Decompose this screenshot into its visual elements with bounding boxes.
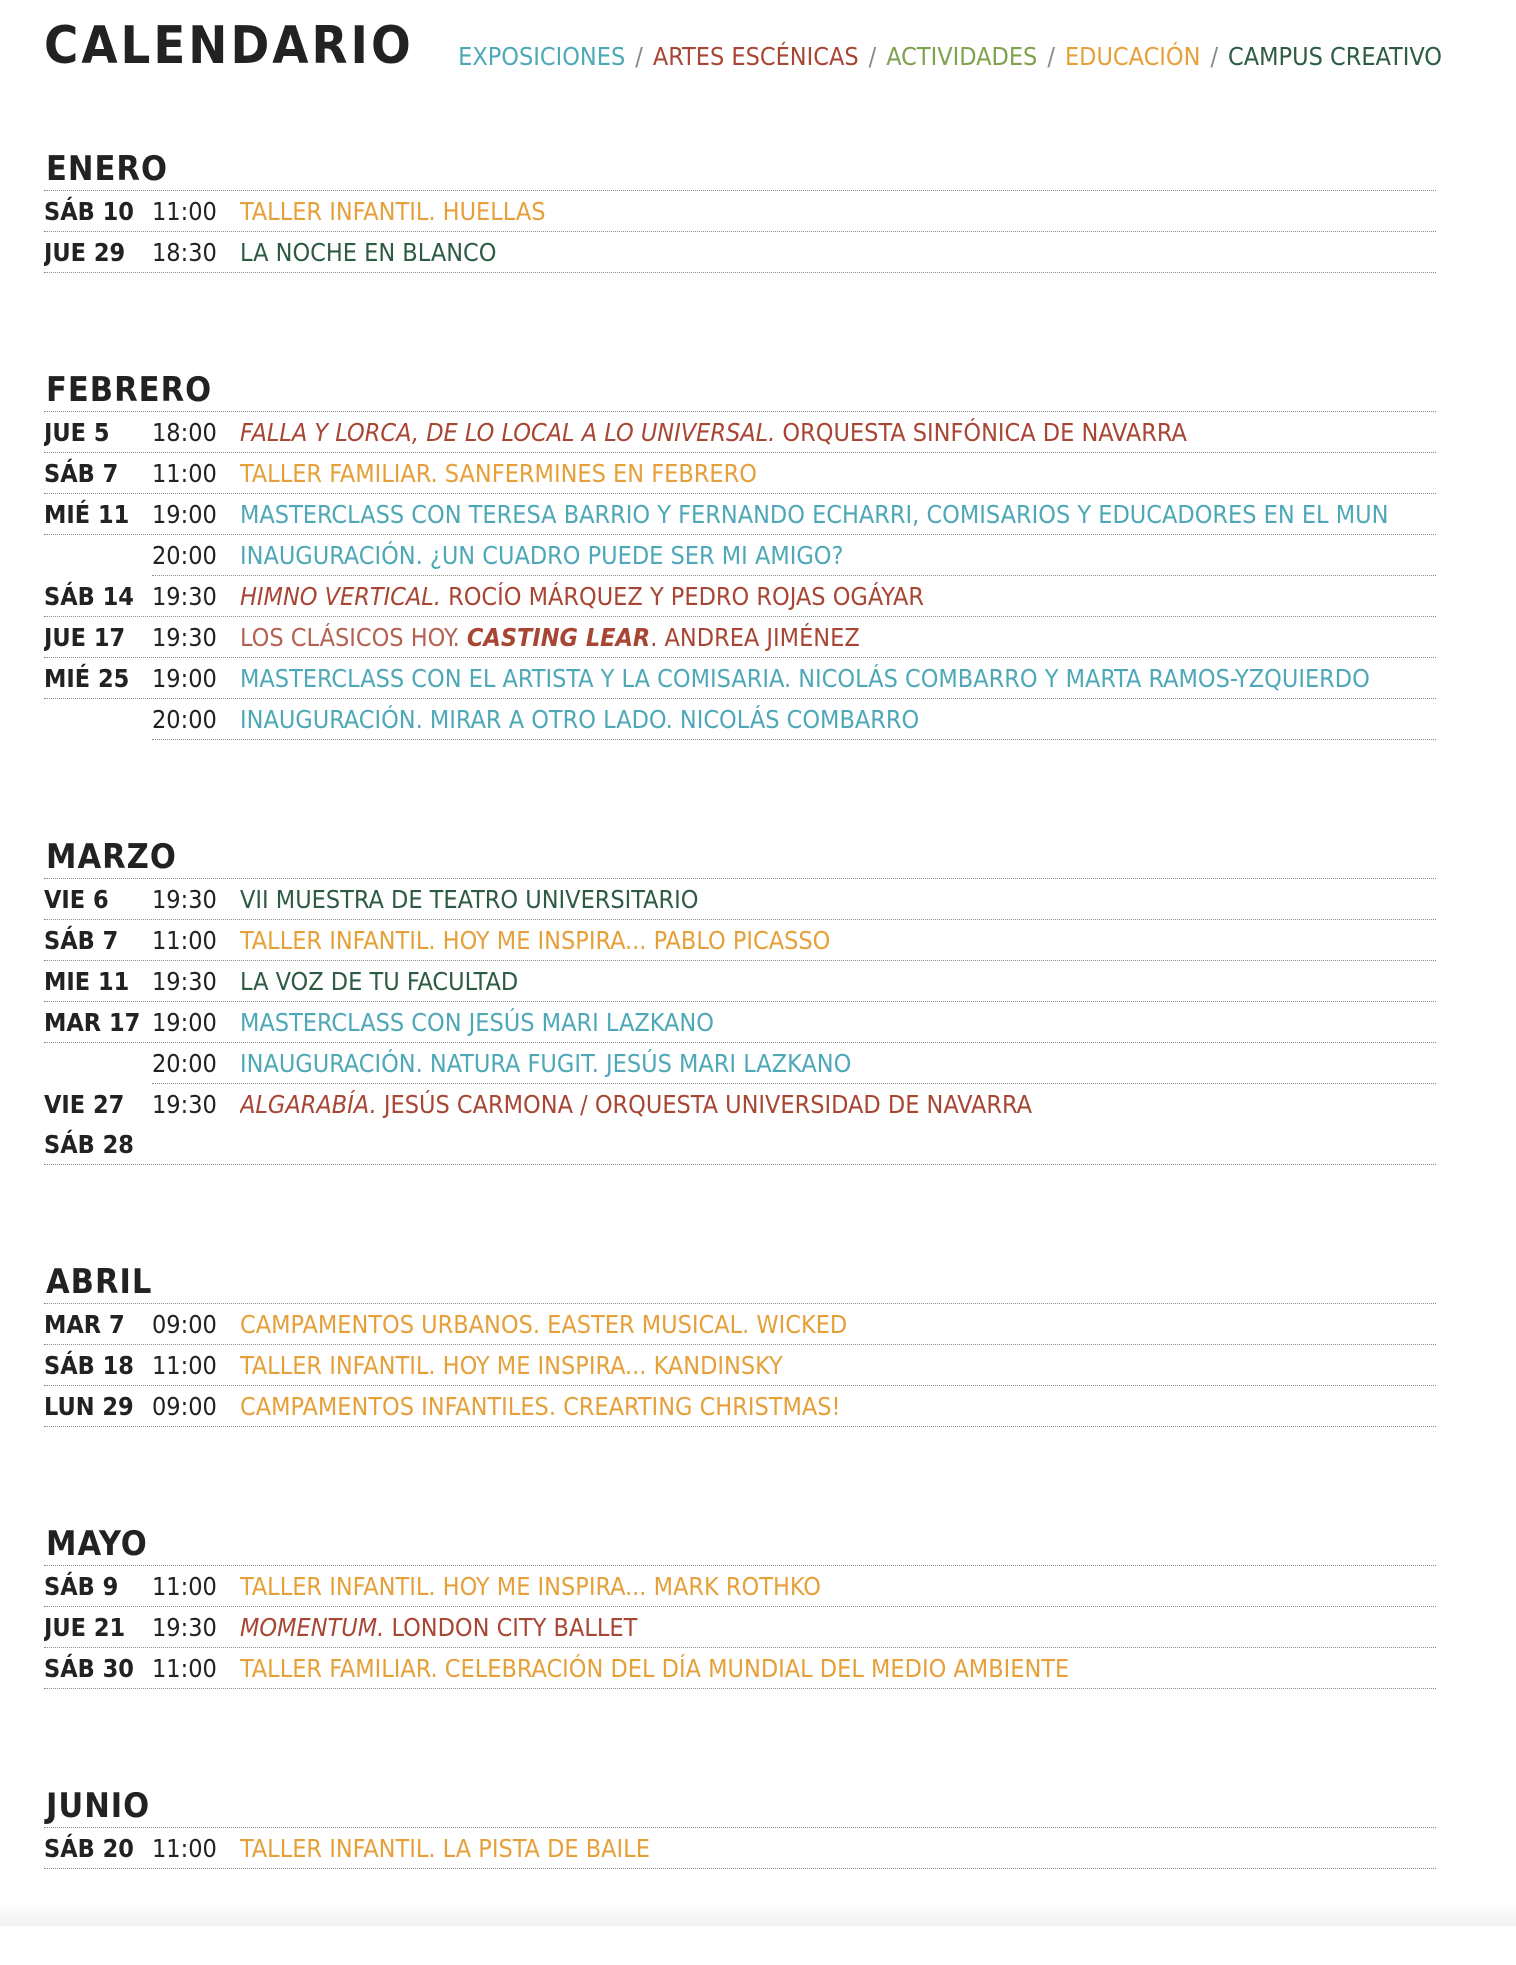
event-title-part: MOMENTUM. <box>240 1612 385 1642</box>
event-title[interactable] <box>240 1049 1436 1078</box>
event-time: 19:00 <box>152 663 217 693</box>
event-title[interactable] <box>240 1310 1436 1339</box>
event-title[interactable] <box>240 664 1436 693</box>
event-title-part: CAMPAMENTOS URBANOS. EASTER MUSICAL. WICKED <box>240 1309 848 1339</box>
event-day: JUE 29 <box>44 237 126 267</box>
month-title: ABRIL <box>44 1261 1436 1304</box>
event-title-part: INAUGURACIÓN. ¿UN CUADRO PUEDE SER MI AMIGO? <box>240 540 844 570</box>
event-day: SÁB 18 <box>44 1350 134 1380</box>
month-section <box>44 836 1436 1165</box>
event-day: VIE 6 <box>44 884 109 914</box>
event-time: 19:30 <box>152 622 217 652</box>
event-row <box>44 1002 1436 1043</box>
event-day: SÁB 14 <box>44 581 134 611</box>
event-row <box>44 1304 1436 1345</box>
event-time: 19:30 <box>152 884 217 914</box>
event-title[interactable] <box>240 582 1436 611</box>
legend-item-exposiciones[interactable]: EXPOSICIONES <box>458 42 626 71</box>
event-day: SÁB 9 <box>44 1571 119 1601</box>
event-row <box>44 961 1436 1002</box>
event-title[interactable] <box>240 500 1436 529</box>
event-time: 11:00 <box>152 925 217 955</box>
bottom-shade <box>0 1902 1516 1926</box>
event-row <box>44 494 1436 535</box>
event-time: 11:00 <box>152 196 217 226</box>
event-title[interactable] <box>240 1392 1436 1421</box>
event-title-part: TALLER INFANTIL. HOY ME INSPIRA... KANDINSKY <box>240 1350 783 1380</box>
event-title[interactable] <box>240 623 1436 652</box>
event-title-part: LOS CLÁSICOS HOY. <box>240 622 467 652</box>
month-section <box>44 148 1436 273</box>
month-section <box>44 369 1436 740</box>
legend-separator: / <box>635 42 643 71</box>
event-title-part: LONDON CITY BALLET <box>384 1612 638 1642</box>
event-time: 09:00 <box>152 1391 217 1421</box>
event-time: 11:00 <box>152 1571 217 1601</box>
event-title[interactable] <box>240 1613 1436 1642</box>
event-time: 19:30 <box>152 966 217 996</box>
event-title[interactable] <box>240 238 1436 267</box>
event-title[interactable] <box>240 1351 1436 1380</box>
calendar-list <box>44 148 1436 1965</box>
event-day: VIE 27 <box>44 1089 125 1119</box>
event-title-part: ROCÍO MÁRQUEZ Y PEDRO ROJAS OGÁYAR <box>440 581 925 611</box>
event-time: 19:30 <box>152 1089 217 1119</box>
event-time: 11:00 <box>152 1653 217 1683</box>
event-day: LUN 29 <box>44 1391 134 1421</box>
event-title-part: MASTERCLASS CON JESÚS MARI LAZKANO <box>240 1007 714 1037</box>
event-time: 19:30 <box>152 1612 217 1642</box>
event-title-part: TALLER FAMILIAR. SANFERMINES EN FEBRERO <box>240 458 757 488</box>
event-day: MAR 17 <box>44 1007 141 1037</box>
event-row <box>44 879 1436 920</box>
event-title-part: FALLA Y LORCA, DE LO LOCAL A LO UNIVERSAL. <box>240 417 776 447</box>
event-row <box>44 191 1436 232</box>
legend-separator: / <box>868 42 877 71</box>
event-title[interactable] <box>240 197 1436 226</box>
event-time: 11:00 <box>152 1350 217 1380</box>
month-section <box>44 1523 1436 1689</box>
month-title: ENERO <box>44 148 1436 191</box>
event-title[interactable] <box>240 1572 1436 1601</box>
event-row <box>44 1084 1436 1124</box>
event-day: SÁB 7 <box>44 458 119 488</box>
event-title-part: INAUGURACIÓN. NATURA FUGIT. JESÚS MARI LAZKANO <box>240 1048 852 1078</box>
event-row <box>44 576 1436 617</box>
event-day: SÁB 7 <box>44 925 119 955</box>
event-day: JUE 5 <box>44 417 110 447</box>
event-time: 11:00 <box>152 458 217 488</box>
event-row <box>44 1566 1436 1607</box>
event-title-part: TALLER FAMILIAR. CELEBRACIÓN DEL DÍA MUNDIAL DEL MEDIO AMBIENTE <box>240 1653 1070 1683</box>
page-title: CALENDARIO <box>44 16 414 76</box>
event-time: 18:30 <box>152 237 217 267</box>
event-title-part: TALLER INFANTIL. LA PISTA DE BAILE <box>240 1833 650 1863</box>
event-row <box>44 412 1436 453</box>
category-legend <box>458 40 1442 74</box>
event-title-part: CASTING LEAR <box>466 622 651 652</box>
event-title-part: TALLER INFANTIL. HOY ME INSPIRA... PABLO PICASSO <box>240 925 831 955</box>
event-title[interactable] <box>240 1008 1436 1037</box>
event-title[interactable] <box>240 1090 1436 1119</box>
event-row <box>44 920 1436 961</box>
event-title[interactable] <box>240 967 1436 996</box>
event-row <box>44 617 1436 658</box>
event-title-part: MASTERCLASS CON EL ARTISTA Y LA COMISARIA. NICOLÁS COMBARRO Y MARTA RAMOS-YZQUIERDO <box>240 663 1370 693</box>
month-section <box>44 1261 1436 1427</box>
event-title-part: VII MUESTRA DE TEATRO UNIVERSITARIO <box>240 884 699 914</box>
event-row <box>44 1345 1436 1386</box>
event-time: 19:00 <box>152 1007 217 1037</box>
event-row <box>44 1386 1436 1427</box>
event-time: 20:00 <box>152 704 217 734</box>
legend-item-actividades[interactable]: ACTIVIDADES <box>886 42 1038 71</box>
event-row <box>44 658 1436 699</box>
event-row <box>152 535 1436 576</box>
event-day: MIE 11 <box>44 966 130 996</box>
legend-item-campus[interactable]: CAMPUS CREATIVO <box>1228 42 1442 71</box>
event-title[interactable] <box>240 541 1436 570</box>
event-row <box>44 232 1436 273</box>
event-time: 20:00 <box>152 540 217 570</box>
legend-item-artes[interactable]: ARTES ESCÉNICAS <box>652 42 859 71</box>
event-row <box>44 1124 1436 1165</box>
event-row <box>44 453 1436 494</box>
event-day: MIÉ 25 <box>44 663 130 693</box>
legend-separator: / <box>1210 42 1219 71</box>
event-day: JUE 17 <box>44 622 126 652</box>
event-day: SÁB 10 <box>44 196 134 226</box>
event-title[interactable] <box>240 926 1436 955</box>
event-day: SÁB 20 <box>44 1833 134 1863</box>
event-row <box>44 1828 1436 1869</box>
event-title-part: TALLER INFANTIL. HOY ME INSPIRA... MARK ROTHKO <box>240 1571 821 1601</box>
event-title-part: MASTERCLASS CON TERESA BARRIO Y FERNANDO ECHARRI, COMISARIOS Y EDUCADORES EN EL MUN <box>240 499 1389 529</box>
event-title-part: CAMPAMENTOS INFANTILES. CREARTING CHRISTMAS! <box>240 1391 841 1421</box>
event-day: JUE 21 <box>44 1612 126 1642</box>
event-title[interactable] <box>240 1654 1436 1683</box>
event-title-part: TALLER INFANTIL. HUELLAS <box>240 196 546 226</box>
event-title[interactable] <box>240 885 1436 914</box>
month-title: MAYO <box>44 1523 1436 1566</box>
event-row <box>152 699 1436 740</box>
event-day: MIÉ 11 <box>44 499 130 529</box>
event-time: 19:30 <box>152 581 217 611</box>
event-title[interactable] <box>240 418 1436 447</box>
legend-item-educacion[interactable]: EDUCACIÓN <box>1064 42 1201 71</box>
event-title-part: LA VOZ DE TU FACULTAD <box>240 966 519 996</box>
event-title[interactable] <box>240 1834 1436 1863</box>
event-title[interactable] <box>240 459 1436 488</box>
month-title: FEBRERO <box>44 369 1436 412</box>
event-title-part: ALGARABÍA. <box>240 1089 377 1119</box>
event-day: SÁB 30 <box>44 1653 134 1683</box>
event-title[interactable] <box>240 705 1436 734</box>
event-title-part: HIMNO VERTICAL. <box>240 581 441 611</box>
event-day: MAR 7 <box>44 1309 125 1339</box>
event-title-part: ORQUESTA SINFÓNICA DE NAVARRA <box>775 417 1187 447</box>
event-title-part: INAUGURACIÓN. MIRAR A OTRO LADO. NICOLÁS COMBARRO <box>240 704 920 734</box>
legend-separator: / <box>1047 42 1055 71</box>
event-time: 09:00 <box>152 1309 217 1339</box>
event-row <box>44 1607 1436 1648</box>
month-section <box>44 1785 1436 1869</box>
event-time: 20:00 <box>152 1048 217 1078</box>
event-time: 18:00 <box>152 417 217 447</box>
event-row <box>152 1043 1436 1084</box>
month-title: MARZO <box>44 836 1436 879</box>
event-title-part: JESÚS CARMONA / ORQUESTA UNIVERSIDAD DE NAVARRA <box>376 1089 1032 1119</box>
event-day: SÁB 28 <box>44 1129 134 1159</box>
event-title-part: LA NOCHE EN BLANCO <box>240 237 497 267</box>
event-time: 11:00 <box>152 1833 217 1863</box>
month-title: JUNIO <box>44 1785 1436 1828</box>
event-time: 19:00 <box>152 499 217 529</box>
event-title-part: . ANDREA JIMÉNEZ <box>650 622 860 652</box>
event-row <box>44 1648 1436 1689</box>
